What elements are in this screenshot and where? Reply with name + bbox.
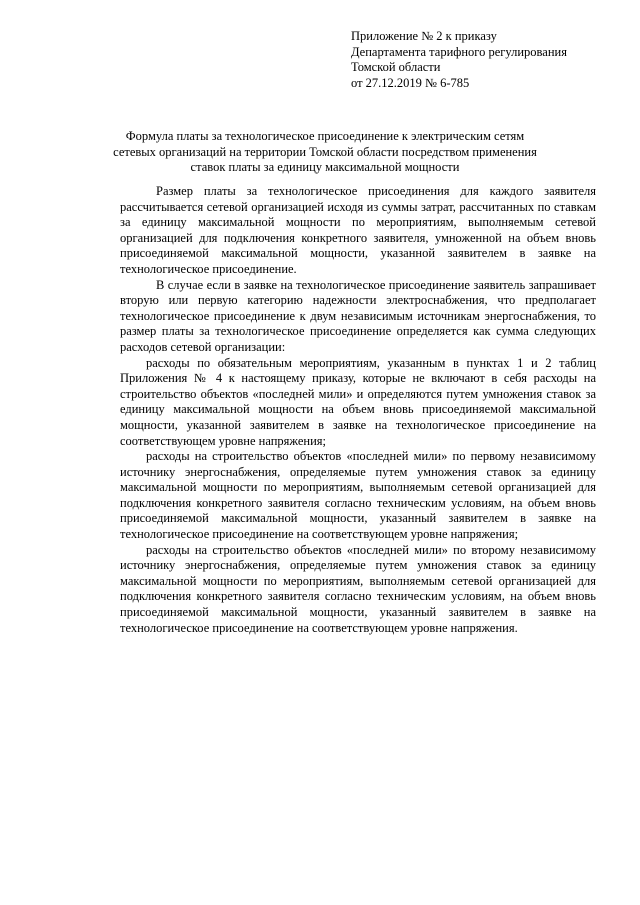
document-title: Формула платы за технологическое присоединение к электрическим сетям сетевых организаций на территории Томской области посредством применения ставок платы за единицу максимальной мощности: [113, 129, 537, 174]
approval-block: [351, 29, 621, 91]
paragraph-fee-calculation: Размер платы за технологическое присоединения для каждого заявителя рассчитывается сетевой организацией исходя из суммы затрат, рассчитанных по ставкам за единицу максимальной мощности по мероприятиям, выполняемым сетевой организацией для подключения конкретного заявителя, умноженной на объем вновь присоединяемой максимальной мощности, указанной заявителем в заявке на технологическое присоединение.: [120, 184, 596, 276]
paragraph-mandatory-expenses: расходы по обязательным мероприятиям, указанным в пунктах 1 и 2 таблиц Приложения № 4 к настоящему приказу, которые не включают в себя расходы на строительство объектов «последней мили» и определяются путем умножения ставок за единицу максимальной мощности на объем вновь присоединяемой максимальной мощности, указанной заявителем в заявке на технологическое присоединение на соответствующем уровне напряжения;: [120, 355, 596, 448]
paragraph-first-source-expenses: расходы на строительство объектов «последней мили» по первому независимому источнику энергоснабжения, определяемые путем умножения ставок за единицу максимальной мощности по мероприятиям, выполняемым сетевой организацией для подключения конкретного заявителя согласно техническим условиям, на объем вновь присоединяемой максимальной мощности, указанный заявителем в заявке на технологическое присоединение на соответствующем уровне напряжения;: [120, 449, 596, 542]
approval-line-region: Томской области: [351, 60, 441, 74]
document-body: [120, 184, 596, 636]
paragraph-second-source-expenses: расходы на строительство объектов «последней мили» по второму независимому источнику энергоснабжения, определяемые путем умножения ставок за единицу максимальной мощности по мероприятиям, выполняемым сетевой организацией для подключения конкретного заявителя согласно техническим условиям, на объем вновь присоединяемой максимальной мощности, указанный заявителем в заявке на технологическое присоединение на соответствующем уровне напряжения.: [120, 542, 596, 635]
approval-line-department: Департамента тарифного регулирования: [351, 44, 567, 59]
approval-line-appendix: Приложение № 2 к приказу: [351, 29, 497, 43]
approval-line-date-number: от 27.12.2019 № 6-785: [351, 75, 470, 90]
paragraph-two-sources: В случае если в заявке на технологическое присоединение заявитель запрашивает вторую или первую категорию надежности электроснабжения, что предполагает технологическое присоединение к двум независимым источникам энергоснабжения, то размер платы за технологическое присоединение определяется как сумма следующих расходов сетевой организации:: [120, 277, 596, 354]
